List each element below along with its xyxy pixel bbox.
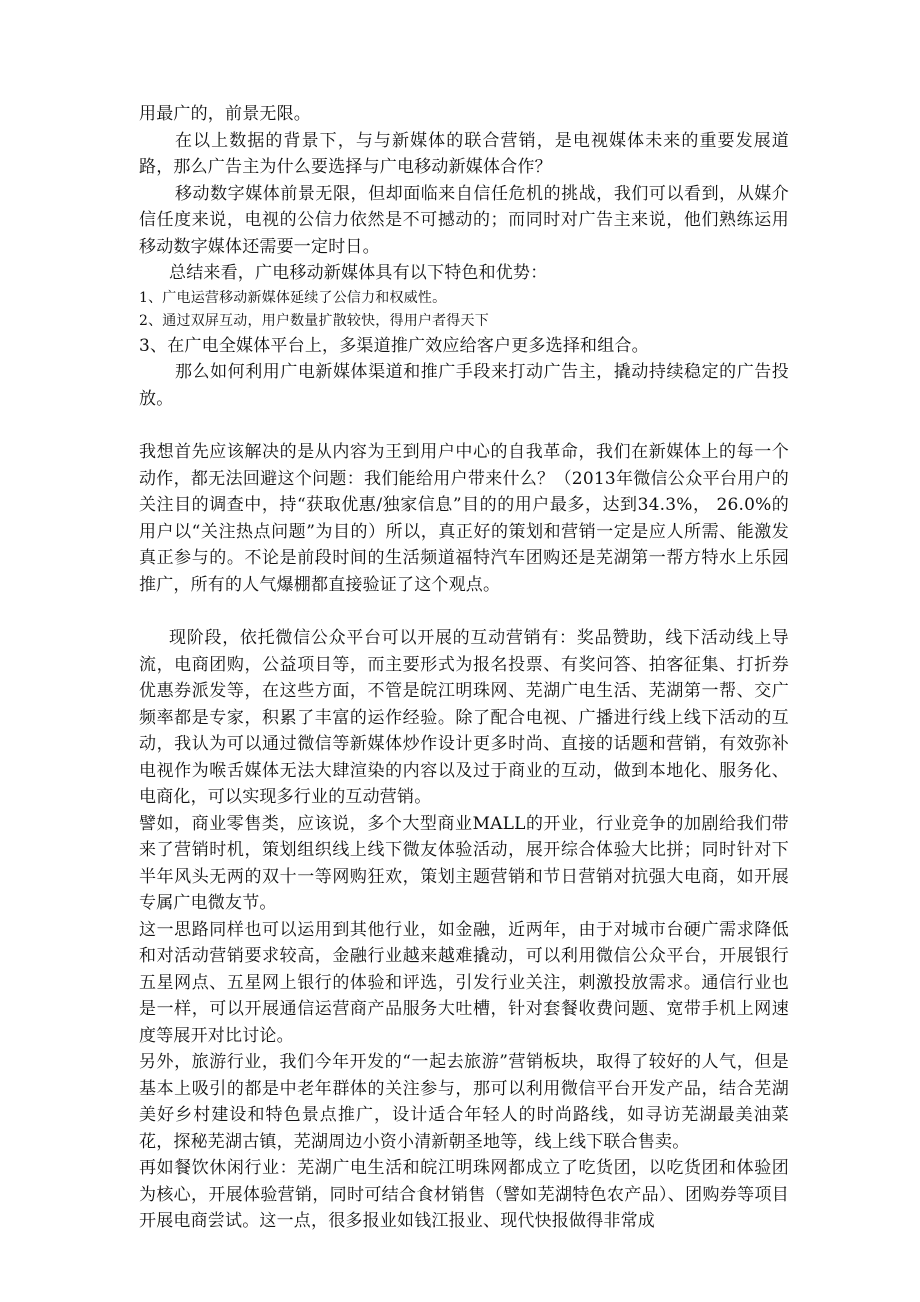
list-item-1: 1、广电运营移动新媒体延续了公信力和权威性。 <box>139 289 447 306</box>
paragraph-trust-crisis: 移动数字媒体前景无限，但却面临来自信任危机的挑战，我们可以看到，从媒介信任度来说，电视的公信力依然是不可撼动的；而同时对广告主来说，他们熟练运用移动数字媒体还需要一定时日。 <box>139 183 789 257</box>
document-body <box>139 101 789 1235</box>
paragraph-tourism: 另外，旅游行业，我们今年开发的“一起去旅游”营销板块，取得了较好的人气，但是基本上吸引的都是中老年群体的关注参与，那可以利用微信平台开发产品，结合芜湖美好乡村建设和特色景点推广，设计适合年轻人的时尚路线，如寻访芜湖最美油菜花，探秘芜湖古镇，芜湖周边小资小清新朝圣地等，线上线下联合售卖。 <box>139 1052 789 1152</box>
paragraph-spacer <box>139 412 789 439</box>
paragraph-finance: 这一思路同样也可以运用到其他行业，如金融，近两年，由于对城市台硬广需求降低和对活动营销要求较高，金融行业越来越难撬动，可以利用微信公众平台，开展银行五星网点、五星网上银行的体验和评选，引发行业关注，刺激投放需求。通信行业也是一样，可以开展通信运营商产品服务大吐槽，针对套餐收费问题、宽带手机上网速度等展开对比讨论。 <box>139 919 789 1046</box>
paragraph-summary-intro: 总结来看，广电移动新媒体具有以下特色和优势： <box>169 263 548 283</box>
paragraph-spacer <box>139 598 789 625</box>
paragraph-retail: 譬如，商业零售类，应该说，多个大型商业MALL的开业，行业竞争的加剧给我们带来了营销时机，策划组织线上线下微友体验活动，展开综合体验大比拼；同时针对下半年风头无两的双十一等网购狂欢，策划主题营销和节日营销对抗强大电商，如开展专属广电微友节。 <box>139 813 789 913</box>
paragraph-catering: 再如餐饮休闲行业：芜湖广电生活和皖江明珠网都成立了吃货团，以吃货团和体验团为核心，开展体验营销，同时可结合食材销售（譬如芜湖特色农产品）、团购券等项目开展电商尝试。这一点，很多报业如钱江报业、现代快报做得非常成 <box>139 1158 789 1231</box>
paragraph-user-center: 我想首先应该解决的是从内容为王到用户中心的自我革命，我们在新媒体上的每一个动作，都无法回避这个问题：我们能给用户带来什么？（2013年微信公众平台用户的关注目的调查中，持“获取优惠/独家信息”目的的用户最多，达到34.3%， 26.0%的用户以“关注热点问题”为目的）所以，真正好的策划和营销一定是应人所需、能激发真正参与的。不论是前段时间的生活频道福特汽车团购还是芜湖第一帮方特水上乐园推广，所有的人气爆棚都直接验证了这个观点。 <box>139 442 789 595</box>
list-item-3: 3、在广电全媒体平台上，多渠道推广效应给客户更多选择和组合。 <box>139 335 649 356</box>
paragraph-background: 在以上数据的背景下，与与新媒体的联合营销，是电视媒体未来的重要发展道路，那么广告主为什么要选择与广电移动新媒体合作？ <box>139 130 789 177</box>
paragraph-question: 那么如何利用广电新媒体渠道和推广手段来打动广告主，撬动持续稳定的广告投放。 <box>139 362 789 409</box>
paragraph-current-stage: 现阶段，依托微信公众平台可以开展的互动营销有：奖品赞助，线下活动线上导流，电商团购，公益项目等，而主要形式为报名投票、有奖问答、拍客征集、打折券优惠券派发等，在这些方面，不管是皖江明珠网、芜湖广电生活、芜湖第一帮、交广频率都是专家，积累了丰富的运作经验。除了配合电视、广播进行线上线下活动的互动，我认为可以通过微信等新媒体炒作设计更多时尚、直接的话题和营销，有效弥补电视作为喉舌媒体无法大肆渲染的内容以及过于商业的互动，做到本地化、服务化、电商化，可以实现多行业的互动营销。 <box>139 628 789 807</box>
list-item-2: 2、通过双屏互动，用户数量扩散较快，得用户者得天下 <box>139 312 489 329</box>
paragraph-continuation: 用最广的，前景无限。 <box>139 104 311 124</box>
